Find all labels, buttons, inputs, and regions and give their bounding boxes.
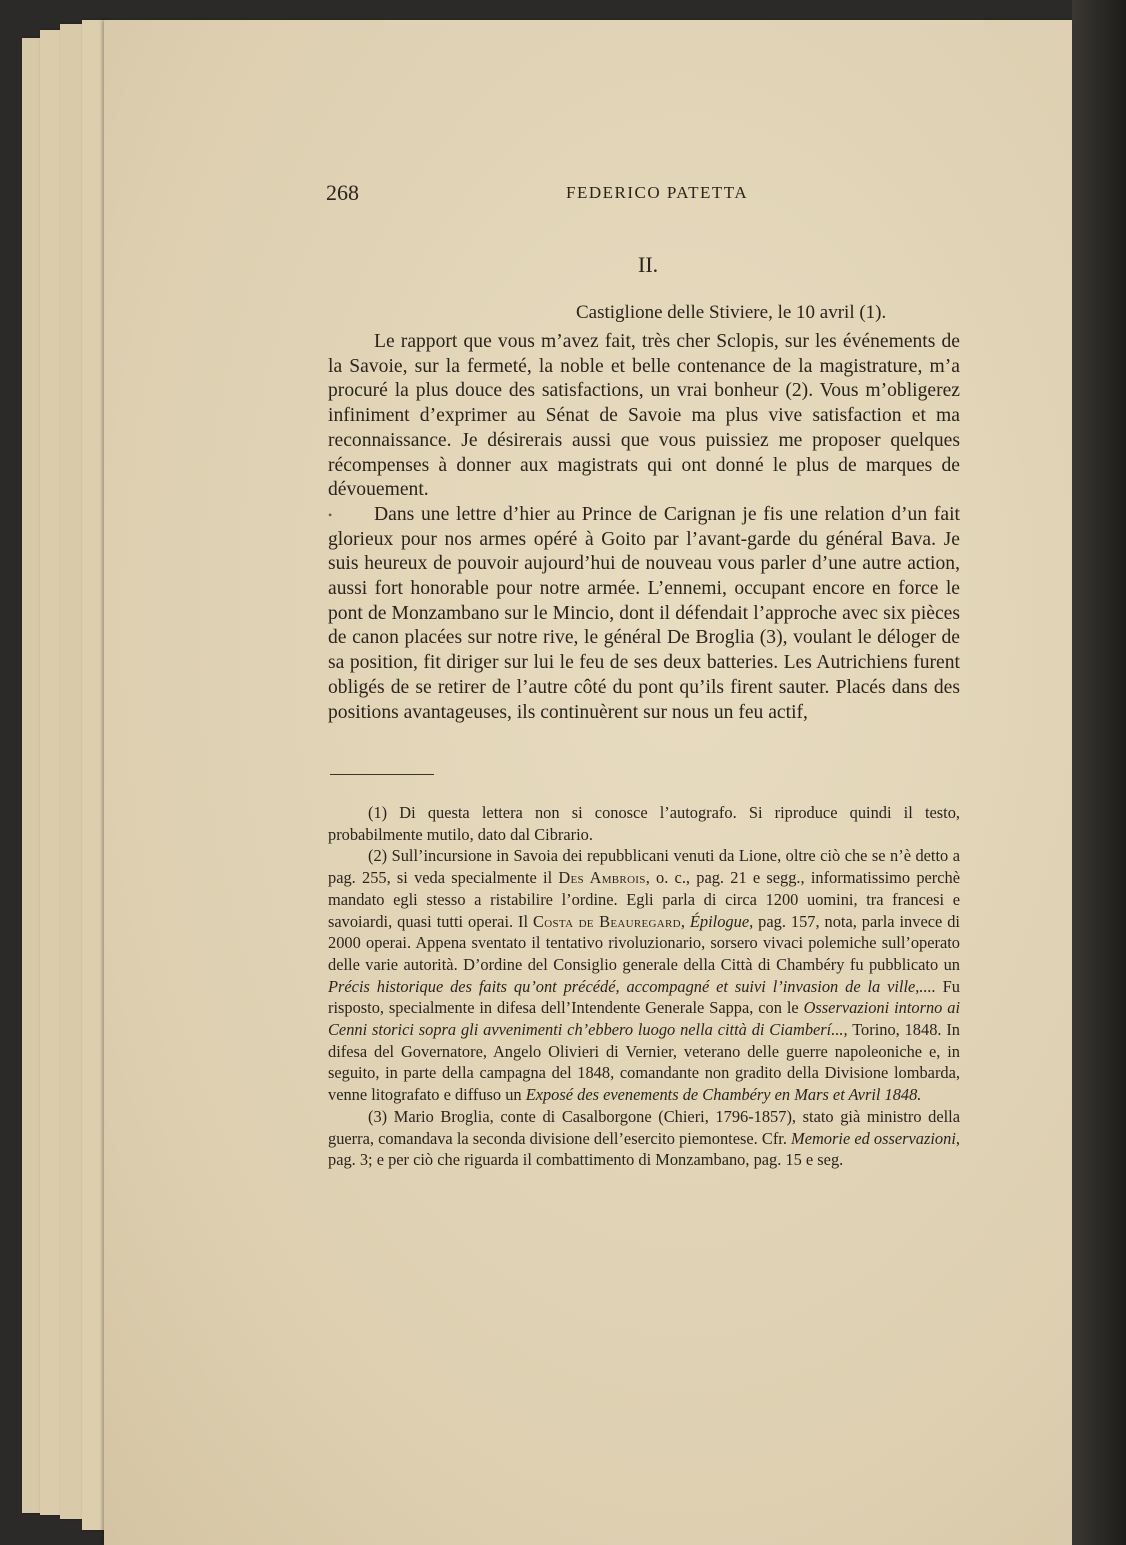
footnote-2-title-precis: Précis historique des faits qu’ont précédé, accompagné et suivi l’invasion de la ville,.... bbox=[328, 976, 936, 996]
section-numeral: II. bbox=[638, 252, 659, 277]
body-paragraph-1: Le rapport que vous m’avez fait, très cher Sclopis, sur les événements de la Savoie, sur la fermeté, la noble et belle contenance de la magistrature, m’a procuré la plus douce des satisfactions, un vrai bonheur (2). Vous m’obligerez infiniment d’exprimer au Sénat de Savoie ma plus vive satisfaction et ma reconnaissance. Je désirerais aussi que vous puissiez me proposer quelques récompenses à donner aux magistrats qui ont donné le plus de marques de dévouement. bbox=[328, 331, 960, 501]
footnote-2-title-expose: Exposé des evenements de Chambéry en Mars et Avril 1848. bbox=[525, 1085, 922, 1105]
page-number: 268 bbox=[326, 180, 359, 205]
footnote-2-author-costa: Costa de Beauregard bbox=[533, 911, 681, 931]
footnotes bbox=[328, 802, 960, 1171]
running-title: FEDERICO PATETTA bbox=[566, 183, 749, 202]
footnote-2-title-osservazioni: Osservazioni intorno ai Cenni storici sopra gli avvenimenti ch’ebbero luogo nella città di Ciamberí..., bbox=[328, 998, 960, 1040]
footnote-2-text-d: , pag. 157, nota, parla invece di 2000 operai. Appena sventato il tentativo rivoluzionario, sorsero vivaci polemiche sull’operato delle varie autorità. D’ordine del Consiglio generale della Città di Chambéry fu pubblicato un bbox=[328, 911, 960, 974]
footnote-2-text-b: , o. c., pag. 21 e segg., informatissimo perchè mandato egli stesso a ristabilire l’ordine. Egli parla di circa 1200 uomini, tra francesi e savoiardi, quasi tutti operai. Il bbox=[328, 868, 961, 931]
footnote-2-text-f: Torino, 1848. In difesa del Governatore, Angelo Olivieri di Vernier, veterano delle guerre napoleoniche e, in seguito, in parte della campagna del 1848, comandante non gradito della Divisione lombarda, venne litografato e diffuso un bbox=[328, 1020, 961, 1105]
footnote-separator bbox=[330, 774, 434, 775]
footnote-1: (1) Di questa lettera non si conosce l’autografo. Si riproduce quindi il testo, probabilmente mutilo, dato dal Cibrario. bbox=[328, 803, 960, 844]
footnote-3-text-a: (3) Mario Broglia, conte di Casalborgone (Chieri, 1796-1857), stato già ministro della guerra, comandava la seconda divisione dell’esercito piemontese. Cfr. bbox=[328, 1106, 960, 1148]
book-gutter-shadow bbox=[1072, 0, 1126, 1545]
footnote-3-title-memorie: Memorie ed osservazioni bbox=[791, 1128, 956, 1148]
footnote-3-text-b: , pag. 3; e per ciò che riguarda il combattimento di Monzambano, pag. 15 e seg. bbox=[328, 1128, 960, 1170]
body-paragraph-2: Dans une lettre d’hier au Prince de Carignan je fis une relation d’un fait glorieux pour nos armes opéré à Goito par l’avant-garde du général Bava. Je suis heureux de pouvoir aujourd’hui de nouveau vous parler d’une autre action, aussi fort honorable pour notre armée. L’ennemi, occupant encore en force le pont de Monzambano sur le Mincio, dont il défendait l’approche avec six pièces de canon placées sur notre rive, le général De Broglia (3), voulant le déloger de sa position, fit diriger sur lui le feu de ses deux batteries. Les Autrichiens furent obligés de se retirer de l’autre côté du pont qu’ils firent sauter. Placés dans des positions avantageuses, ils continuèrent sur nous un feu actif, bbox=[328, 503, 960, 723]
footnote-3 bbox=[328, 1106, 960, 1171]
footnote-2-text-e: Fu risposto, specialmente in difesa dell’Intendente Generale Sappa, con le bbox=[328, 976, 960, 1018]
footnote-2-title-epilogue: Épilogue bbox=[689, 911, 750, 931]
footnote-2-author-des-ambrois: Des Ambrois bbox=[558, 868, 646, 888]
letter-body bbox=[328, 330, 960, 725]
book-page bbox=[104, 20, 1072, 1545]
footnote-2-text-c: , bbox=[680, 911, 690, 931]
footnote-2-text-a: (2) Sull’incursione in Savoia dei repubblicani venuti da Lione, oltre ciò che se n’è detto a pag. 255, si veda specialmente il bbox=[328, 846, 960, 888]
margin-dot-mark: • bbox=[328, 508, 333, 522]
footnote-2 bbox=[328, 845, 960, 1105]
running-head bbox=[104, 180, 1072, 210]
letter-dateline: Castiglione delle Stiviere, le 10 avril (1). bbox=[576, 302, 887, 323]
